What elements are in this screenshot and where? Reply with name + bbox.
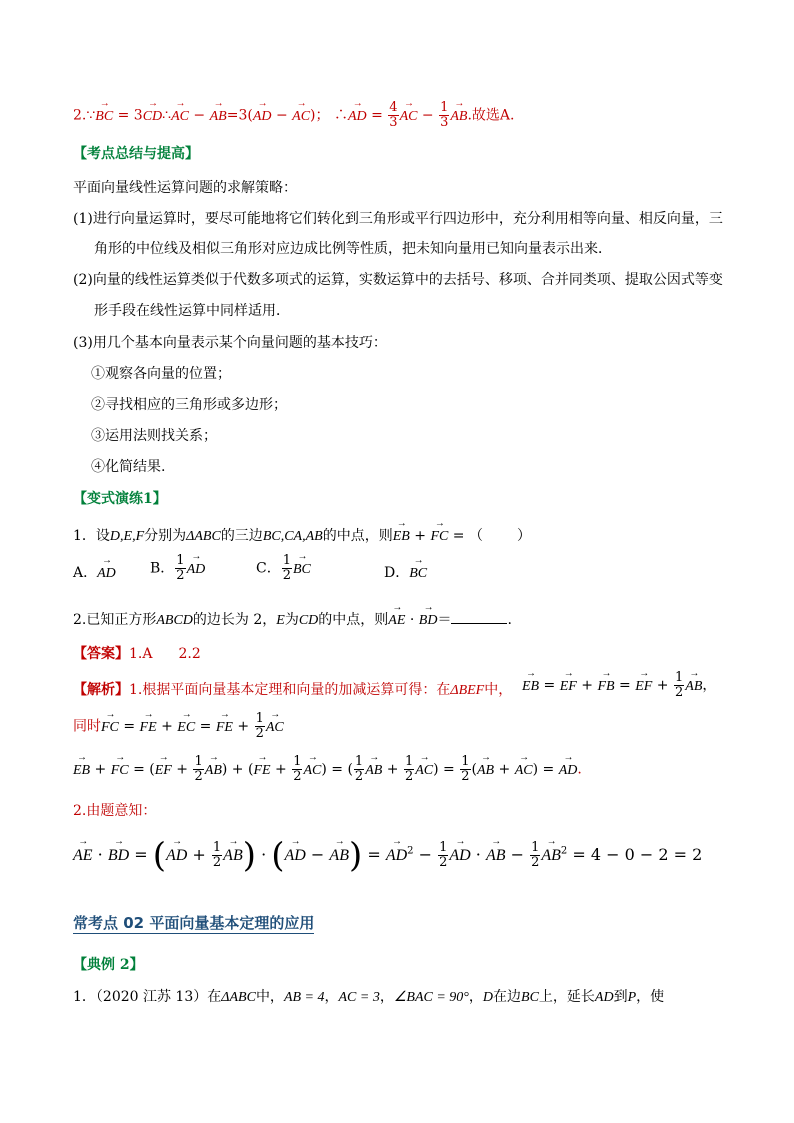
answer-2: 2.2 [178, 646, 201, 662]
because-symbol: ∵ [86, 107, 96, 124]
equation-fc: 同时→ FC = → FE + → EC = → FE + $\frac{1}{2}$ → AC [73, 712, 284, 741]
text: = 3 [113, 107, 143, 124]
vector-ac: → AC [292, 109, 310, 125]
vector-ad: → AD [253, 109, 272, 125]
variant-practice-heading: 【变式演练1】 [73, 491, 167, 507]
vector-ab: → AB [210, 109, 227, 125]
vector-fc: → FC [430, 529, 448, 545]
equation-dot-product: → AE · → BD = (→ AD + $\frac{1}{2}$ → AB) · (→ AD − → AB) = → $AD^2$ − $\frac{1}{2}$ → AD · → AB − $\frac{1}{2}$ → $AB^2 = 4 - 0 - 2 = 2$ [73, 841, 702, 870]
answer-blank[interactable] [451, 623, 507, 624]
analysis-line-2: 2.由题意知： [73, 803, 157, 819]
therefore-symbol: ∴ [162, 107, 172, 124]
vector-bd: → BD [419, 613, 438, 629]
question-1: 1．设D,E,F分别为ΔABC的三边BC,CA,AB的中点，则→ EB + → FC = （ ） [73, 525, 531, 545]
summary-point-1a: (1)进行向量运算时，要尽可能地将它们转化到三角形或平行四边形中，充分利用相等向量、相反向量，三 [73, 211, 723, 227]
summary-heading: 【考点总结与提高】 [73, 146, 199, 162]
analysis-tag: 【解析】 [73, 682, 129, 698]
summary-intro: 平面向量线性运算问题的求解策略： [73, 180, 297, 196]
vector-ac: → AC [400, 109, 418, 125]
therefore-symbol: ∴ [333, 107, 348, 124]
section-heading: 常考点 02 平面向量基本定理的应用 [73, 914, 315, 932]
solution-line-2 [73, 101, 515, 130]
answer-line [73, 643, 201, 663]
vector-ac: → AC [171, 109, 189, 125]
summary-point-1b: 角形的中位线及相似三角形对应边成比例等性质，把未知向量用已知向量表示出来． [94, 241, 612, 257]
equation-sum: → EB + → FC = (→ EF + $\frac{1}{2}$ → AB) + (→ FE + $\frac{1}{2}$ → AC) = ( $\frac{1}{2}$ → AB + $\frac{1}{2}$ → AC) = $\frac{1}{2}$ (→ AB + → AC) = → AD. [73, 755, 582, 784]
text: − [417, 107, 439, 124]
option-c[interactable]: C． $\frac{1}{2}$ → BC [256, 554, 311, 583]
vector-ae: → AE [388, 613, 405, 629]
summary-step-1: ①观察各向量的位置； [91, 366, 231, 382]
question-2: 2.已知正方形ABCD的边长为 2，E为CD的中点，则→ AE · → BD＝ . [73, 609, 512, 629]
summary-step-2: ②寻找相应的三角形或多边形； [91, 397, 287, 413]
summary-step-3: ③运用法则找关系； [91, 428, 217, 444]
vector-eb: → EB [393, 529, 410, 545]
summary-point-3: (3)用几个基本向量表示某个向量问题的基本技巧： [73, 335, 387, 351]
analysis-line-1: 【解析】1.根据平面向量基本定理和向量的加减运算可得：在ΔBEF中， [73, 682, 513, 698]
vector-ad: → AD [348, 109, 367, 125]
example-heading: 【典例 2】 [73, 957, 144, 973]
option-d[interactable]: D．→ BC [384, 562, 427, 582]
fraction: $\frac{4}{3}$ [389, 100, 398, 130]
equation-eb: → EB = → EF + → FB = → EF + $\frac{1}{2}$ → AB， [522, 671, 716, 700]
question-3: 1．（2020 江苏 13）在ΔABC中，AB = 4，AC = 3，∠BAC = 90°，D在边BC上，延长AD到P，使 [73, 989, 665, 1005]
text: = [366, 107, 388, 124]
text: )； [310, 107, 330, 124]
summary-step-4: ④化简结果. [91, 459, 166, 475]
summary-point-2a: (2)向量的线性运算类似于代数多项式的运算，实数运算中的去括号、移项、合并同类项、提取公因式等变 [73, 272, 723, 288]
fraction: $\frac{1}{3}$ [440, 100, 449, 130]
summary-point-2b: 形手段在线性运算中同样适用． [94, 303, 290, 319]
text: .故选A. [467, 107, 515, 124]
item-number: 2. [73, 107, 87, 124]
text: − [188, 107, 210, 124]
text: =3( [226, 107, 253, 124]
vector-ab: → AB [450, 109, 467, 125]
option-a[interactable]: A．→ AD [73, 562, 116, 582]
answer-tag: 【答案】 [73, 646, 129, 662]
text: − [271, 107, 293, 124]
option-b[interactable]: B． $\frac{1}{2}$ → AD [150, 554, 205, 583]
vector-cd: → CD [143, 109, 162, 125]
vector-bc: → BC [95, 109, 113, 125]
answer-1: 1.A [129, 646, 153, 662]
